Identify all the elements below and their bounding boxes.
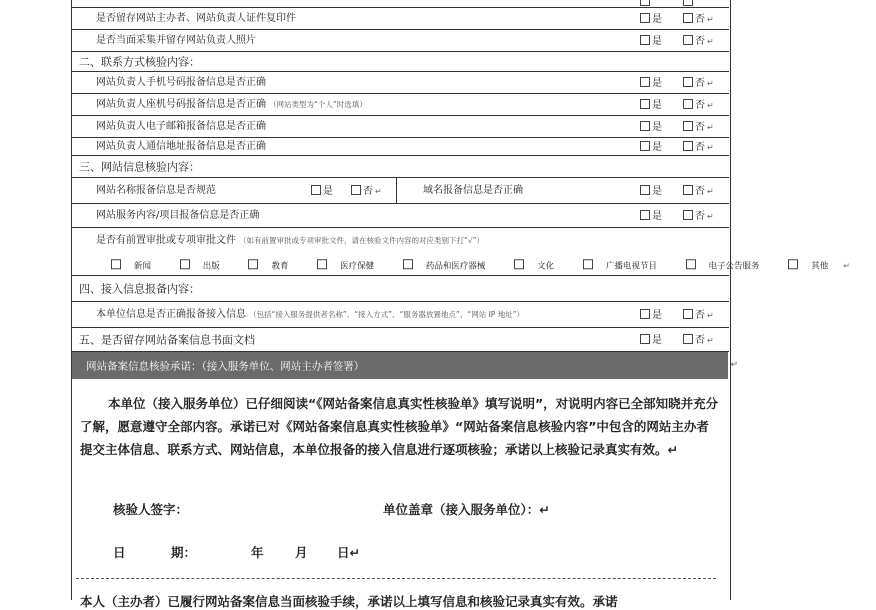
checkbox-yes[interactable] (640, 185, 650, 195)
checkbox[interactable] (403, 259, 413, 269)
paragraph-mark: ↵ (730, 360, 738, 370)
row-prior-approval (71, 228, 729, 254)
category-item[interactable]: 出版 (180, 259, 233, 271)
row-label: 是否留存网站主办者、网站负责人证件复印件 (96, 12, 296, 24)
checkbox[interactable] (180, 259, 190, 269)
checkbox-no[interactable] (683, 99, 693, 109)
row-label: 网站名称报备信息是否规范 (96, 184, 216, 196)
category-item[interactable]: 新闻 (111, 259, 164, 271)
checkbox-no[interactable] (683, 121, 693, 131)
checkbox-yes[interactable] (640, 309, 650, 319)
checkbox[interactable] (248, 259, 258, 269)
checkbox-no[interactable] (683, 13, 693, 23)
date-year-label: 年 (251, 545, 264, 560)
checkbox[interactable] (514, 259, 524, 269)
checkbox-no[interactable] (683, 334, 693, 344)
section-contact-title (71, 52, 729, 72)
checkbox-yes[interactable] (640, 13, 650, 23)
date-month-label: 月 (295, 545, 308, 560)
checkbox[interactable] (583, 259, 593, 269)
row-address: 网站负责人通信地址报备信息是否正确 是 否 ↵ (71, 138, 729, 156)
row-landline: 网站负责人座机号码报备信息是否正确 （网站类型为“个人”时选填） 是 否 ↵ (71, 94, 729, 116)
row-id-copy: 是否留存网站主办者、网站负责人证件复印件 是 否 ↵ (71, 8, 729, 30)
category-list (111, 259, 876, 271)
row-label: 网站负责人通信地址报备信息是否正确 (96, 140, 266, 152)
checkbox[interactable] (317, 259, 327, 269)
row-categories (71, 254, 850, 276)
checkbox-no[interactable] (683, 141, 693, 151)
commitment-banner (72, 352, 728, 379)
category-item[interactable]: 医疗保健 (317, 259, 387, 271)
row-label: 是否有前置审批或专项审批文件 （如有前置审批或专项审批文件，请在核验文件内容的对应类别下打“√”） (96, 235, 485, 246)
row-partial-top (71, 0, 729, 8)
date-period-label: 期： (171, 545, 197, 560)
checkbox-no[interactable] (683, 77, 693, 87)
checkbox-yes[interactable] (640, 210, 650, 220)
date-day-label: 日 (113, 545, 126, 560)
checkbox-yes[interactable] (311, 185, 321, 195)
row-site-name-domain: 网站名称报备信息是否规范 是 否 ↵ 域名报备信息是否正确 是 否 ↵ (71, 178, 729, 204)
checkbox[interactable] (111, 259, 121, 269)
row-email: 网站负责人电子邮箱报备信息是否正确 是 否 ↵ (71, 116, 729, 138)
checkbox-yes[interactable] (640, 35, 650, 45)
checkbox-yes[interactable] (640, 121, 650, 131)
row-access-info: 本单位信息是否正确报备接入信息 （包括“接入服务提供者名称”、“接入方式”、“服务器放置地点”、“网站 IP 地址”） 是 否 ↵ (71, 302, 729, 328)
column-divider (396, 178, 397, 204)
section-title: 四、接入信息报备内容： (79, 282, 200, 295)
row-note: （如有前置审批或专项审批文件，请在核验文件内容的对应类别下打“√”） (239, 236, 485, 245)
row-photo: 是否当面采集并留存网站负责人照片 是 否 ↵ (71, 30, 729, 52)
banner-title: 网站备案信息核验承诺：（接入服务单位、网站主办者签署） (86, 360, 365, 372)
checkbox-no[interactable] (683, 185, 693, 195)
row-note: （网站类型为“个人”时选填） (269, 99, 367, 109)
checkbox-no[interactable] (683, 210, 693, 220)
section-site-title (71, 156, 729, 178)
row-label: 网站负责人座机号码报备信息是否正确 （网站类型为“个人”时选填） (96, 98, 367, 110)
signer-label: 核验人签字： (113, 502, 189, 517)
row-label: 是否当面采集并留存网站负责人照片 (96, 34, 256, 46)
checkbox-yes[interactable] (640, 99, 650, 109)
checkbox-yes[interactable] (640, 0, 650, 6)
category-item[interactable]: 其他 ↵ (788, 259, 863, 271)
seal-label: 单位盖章（接入服务单位）：↵ (383, 502, 550, 517)
section-title: 三、网站信息核验内容： (79, 160, 200, 173)
checkbox-yes[interactable] (640, 141, 650, 151)
row-note: （包括“接入服务提供者名称”、“接入方式”、“服务器放置地点”、“网站 IP 地址”） (249, 309, 525, 319)
checkbox-no[interactable] (351, 185, 361, 195)
checkbox[interactable] (686, 259, 696, 269)
checkbox-no[interactable] (683, 0, 693, 6)
row-mobile: 网站负责人手机号码报备信息是否正确 是 否 ↵ (71, 72, 729, 94)
section-title: 五、是否留存网站备案信息书面文档 (79, 333, 255, 346)
section-written-docs: 五、是否留存网站备案信息书面文档 是 否 ↵ (71, 328, 729, 352)
category-item[interactable]: 广播电视节目 (583, 259, 670, 271)
category-item[interactable]: 教育 (248, 259, 301, 271)
row-label: 网站服务内容/项目报备信息是否正确 (96, 209, 260, 221)
checkbox[interactable] (788, 259, 798, 269)
row-label: 本单位信息是否正确报备接入信息 （包括“接入服务提供者名称”、“接入方式”、“服务器放置地点”、“网站 IP 地址”） (96, 308, 525, 320)
row-label: 域名报备信息是否正确 (423, 184, 523, 196)
owner-commitment-text: 本人（主办者）已履行网站备案信息当面核验手续，承诺以上填写信息和核验记录真实有效。承诺 (80, 594, 618, 609)
checkbox-yes[interactable] (640, 334, 650, 344)
commitment-paragraph: 本单位（接入服务单位）已仔细阅读“《网站备案信息真实性核验单》填写说明”，对说明内容已全部知晓并充分了解，愿意遵守全部内容。承诺已对《网站备案信息真实性核验单》“网站备案信息核验内容”中包含的网站主办者提交主体信息、联系方式、网站信息，本单位报备的接入信息进行逐项核验；承诺以上核验记录真实有效。↵ (80, 396, 719, 457)
dashed-separator (76, 578, 716, 579)
row-service-content: 网站服务内容/项目报备信息是否正确 是 否 ↵ (71, 204, 729, 228)
category-item[interactable]: 文化 (514, 259, 567, 271)
checkbox-no[interactable] (683, 35, 693, 45)
checkbox-no[interactable] (683, 309, 693, 319)
row-label: 网站负责人手机号码报备信息是否正确 (96, 76, 266, 88)
category-item[interactable]: 药品和医疗器械 (403, 259, 499, 271)
section-access-title (71, 276, 729, 302)
category-item[interactable]: 电子公告服务 (686, 259, 773, 271)
date-day-suffix: 日↵ (337, 545, 360, 560)
row-label: 网站负责人电子邮箱报备信息是否正确 (96, 120, 266, 132)
checkbox-yes[interactable] (640, 77, 650, 87)
section-title: 二、联系方式核验内容： (79, 55, 200, 68)
